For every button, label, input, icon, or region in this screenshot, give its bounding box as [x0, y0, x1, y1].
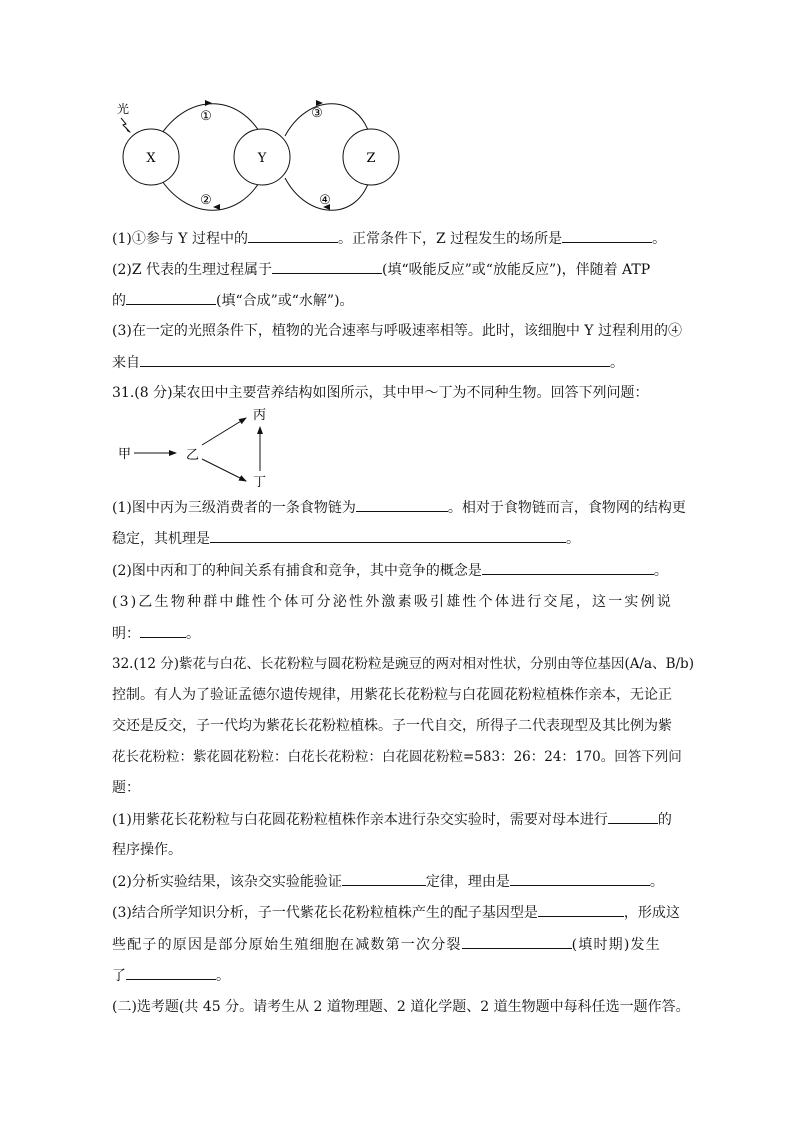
- answer-blank[interactable]: [126, 290, 216, 305]
- answer-blank[interactable]: [272, 259, 382, 274]
- light-label: 光: [117, 102, 130, 116]
- answer-blank[interactable]: [608, 809, 658, 824]
- q31-part3-cont: 明： 。: [112, 623, 200, 644]
- q32-part1: (1)用紫花长花粉粒与白花圆花粉粒植株作亲本进行杂交实验时，需要对母本进行 的: [112, 809, 672, 830]
- answer-blank[interactable]: [248, 228, 338, 243]
- q31-part1-cont: 稳定，其机理是 。: [112, 528, 580, 549]
- arrow-3-label: ③: [311, 106, 323, 121]
- answer-blank[interactable]: [210, 528, 566, 543]
- q31-part1: (1)图中丙为三级消费者的一条食物链为 。相对于食物链而言，食物网的结构更: [112, 497, 686, 518]
- q30-part3: (3)在一定的光照条件下，植物的光合速率与呼吸速率相等。此时，该细胞中 Y 过程利用的④: [112, 323, 682, 339]
- answer-blank[interactable]: [538, 902, 624, 917]
- arrow-2-label: ②: [200, 193, 212, 208]
- node-y-label: Y: [257, 151, 267, 166]
- arrow-yi-ding: [202, 459, 246, 481]
- process-cycle-diagram: [108, 96, 408, 216]
- answer-blank[interactable]: [140, 623, 186, 638]
- answer-blank[interactable]: [356, 497, 448, 512]
- arrow-1: [205, 100, 212, 106]
- q32-part3-end: 了 。: [112, 965, 230, 986]
- q32-stem-line5: 题：: [112, 780, 140, 796]
- arc-3: [285, 104, 370, 136]
- organism-bing: 丙: [253, 408, 267, 423]
- q32-part1-cont: 程序操作。: [112, 842, 182, 858]
- answer-blank[interactable]: [482, 560, 654, 575]
- food-web-diagram: [110, 403, 290, 493]
- q32-part2: (2)分析实验结果，该杂交实验能验证 定律，理由是 。: [112, 871, 664, 892]
- organism-ding: 丁: [253, 475, 267, 490]
- q32-part3-cont: 些配子的原因是部分原始生殖细胞在减数第一次分裂 (填时期)发生: [112, 934, 661, 955]
- q32-stem-line2: 控制。有人为了验证孟德尔遗传规律，用紫花长花粉粒与白花圆花粉粒植株作亲本，无论正: [112, 687, 672, 703]
- arrow-yi-bing: [202, 418, 246, 445]
- node-x-label: X: [146, 151, 156, 166]
- arrow-1-label: ①: [200, 109, 212, 124]
- answer-blank[interactable]: [140, 352, 610, 367]
- q32-stem-line3: 交还是反交，子一代均为紫花长花粉粒植株。子一代自交，所得子二代表现型及其比例为紫: [112, 718, 672, 734]
- organism-jia: 甲: [118, 447, 132, 462]
- organism-yi: 乙: [186, 448, 200, 463]
- answer-blank[interactable]: [462, 934, 572, 949]
- q30-part1: (1)①参与 Y 过程中的 。正常条件下，Z 过程发生的场所是 。: [112, 228, 666, 249]
- q30-part2: (2)Z 代表的生理过程属于 (填“吸能反应”或“放能反应”)，伴随着 ATP: [112, 259, 650, 280]
- q32-part3: (3)结合所学知识分析，子一代紫花长花粉粒植株产生的配子基因型是 ，形成这: [112, 902, 680, 923]
- q30-part2-cont: 的 (填“合成”或“水解”)。: [112, 290, 354, 311]
- q32-stem-line4: 花长花粉粒：紫花圆花粉粒：白花长花粉粒：白花圆花粉粒=583：26：24：170。回答下列问: [112, 749, 682, 765]
- light-ray-icon: [121, 118, 130, 132]
- light-ray-head: [126, 127, 131, 133]
- answer-blank[interactable]: [126, 965, 216, 980]
- section-heading: (二)选考题(共 45 分。请考生从 2 道物理题、2 道化学题、2 道生物题中每科任选一题作答。: [112, 999, 690, 1015]
- q30-part3-cont: 来自 。: [112, 352, 624, 373]
- arrow-2: [213, 204, 220, 210]
- q31-part2: (2)图中丙和丁的种间关系有捕食和竞争，其中竞争的概念是 。: [112, 560, 668, 581]
- q31-part3: (3)乙生物种群中雌性个体可分泌性外激素吸引雄性个体进行交尾，这一实例说: [112, 594, 674, 610]
- answer-blank[interactable]: [562, 228, 652, 243]
- answer-blank[interactable]: [342, 871, 426, 886]
- node-z-label: Z: [366, 151, 376, 166]
- q32-stem-line1: 32.(12 分)紫花与白花、长花粉粒与圆花粉粒是豌豆的两对相对性状，分别由等位基因(A/a、B/b): [112, 656, 694, 672]
- answer-blank[interactable]: [510, 871, 650, 886]
- q31-title: 31.(8 分)某农田中主要营养结构如图所示，其中甲～丁为不同种生物。回答下列问题：: [112, 385, 649, 401]
- arrow-4-label: ④: [319, 193, 331, 208]
